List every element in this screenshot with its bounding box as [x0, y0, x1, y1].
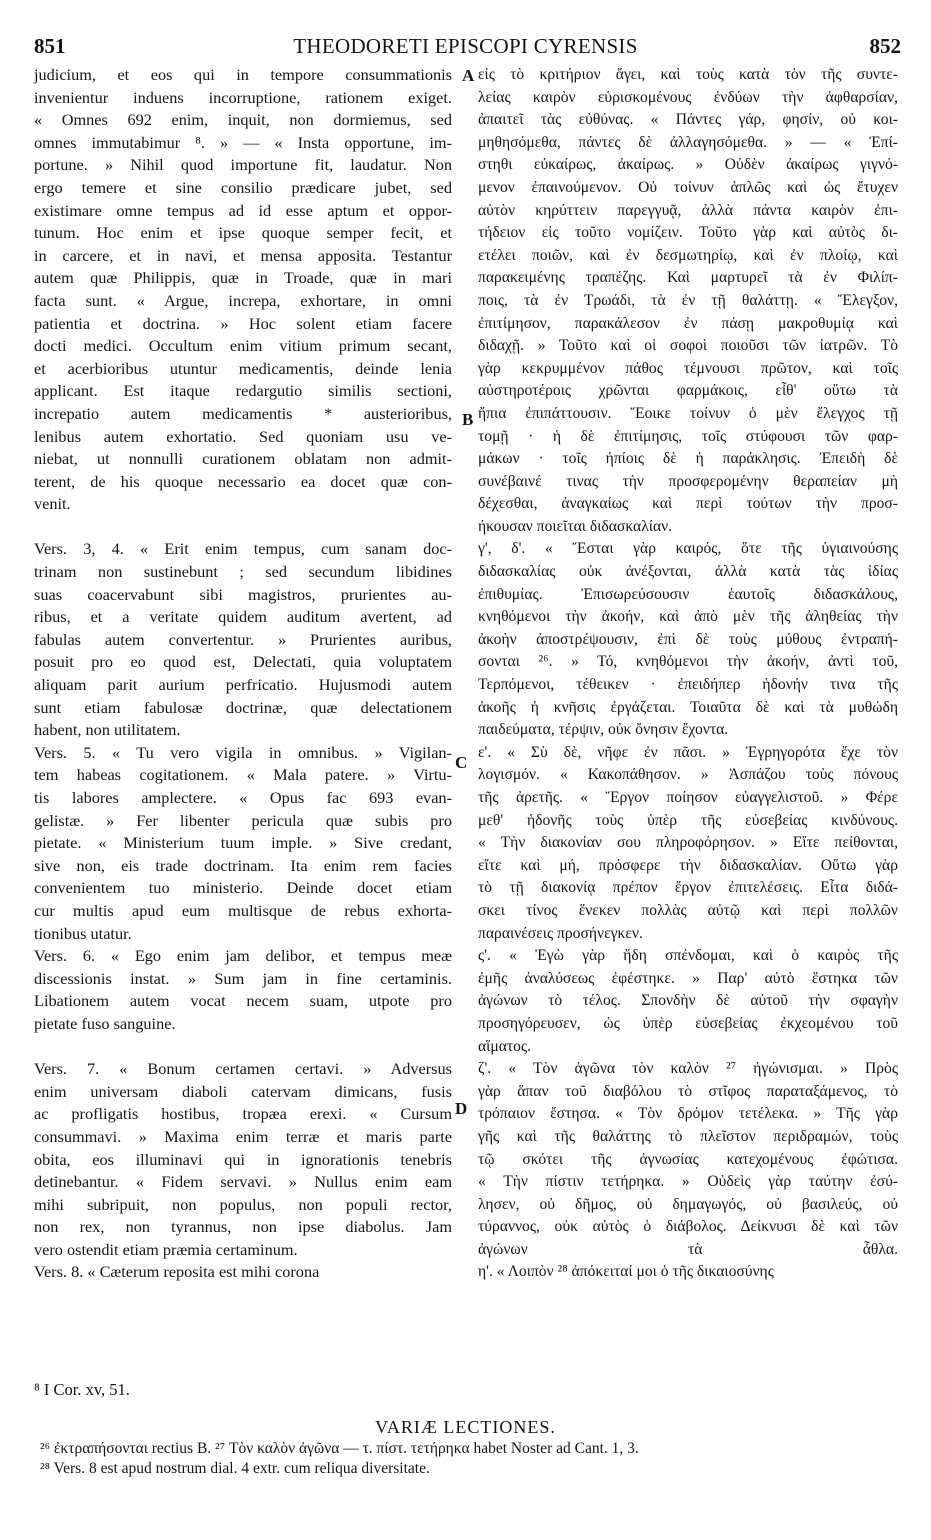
footnote: ⁸ I Cor. xv, 51.	[34, 1380, 130, 1399]
latin-text-line: Vers. 3, 4. « Erit enim tempus, cum sanam doc-	[34, 539, 452, 559]
greek-text-line: εἴτε καὶ μή, πρόσφερε τὴν διδασκαλίαν. Οὕτω γὰρ	[478, 856, 898, 874]
latin-text-line: tionibus utatur.	[34, 923, 132, 943]
latin-text-line: judicium, et eos qui in tempore consummationis	[34, 65, 452, 84]
greek-text-line: μενον ἐπαινούμενον. Οὐ τοίνυν ἁπλῶς καὶ ὡς ἔτυχεν	[478, 178, 898, 196]
latin-text-line: increpatio autem medicamentis * austerioribus,	[34, 403, 452, 423]
latin-text-line: Libationem autem vocat necem suam, utpote pro	[34, 991, 452, 1011]
greek-text-line: μάκων · τοῖς ἠπίοις δὲ ἡ παράκλησις. Ἐπειδὴ δὲ	[478, 450, 898, 468]
greek-text-line: τῆς ἀρετῆς. « Ἔργον ποίησον εὐαγγελιστοῦ. » Φέρε	[478, 789, 898, 806]
latin-text-line: docti medici. Occultum enim vitium primum secant,	[34, 336, 452, 356]
latin-text-line: lenibus autem exhortatio. Sed quoniam usu ve-	[34, 426, 452, 446]
latin-text-line: enim universam diaboli catervam dimicans, fusis	[34, 1081, 452, 1101]
greek-text-line: γῆς καὶ τῆς θαλάττης τὸ πλεῖστον περιδραμών, τοὺς	[478, 1127, 898, 1145]
latin-text-line: existimare omne tempus ad id esse aptum et oppor-	[34, 200, 452, 220]
page-number-left: 851	[34, 34, 66, 58]
greek-text-line: ε'. « Σὺ δὲ, νῆφε ἐν πᾶσι. » Ἐγρηγορότα ἔχε τὸν	[478, 743, 898, 761]
latin-text-line: terent, de his quoque necessario ea docet quæ con-	[34, 471, 452, 491]
latin-text-line: consummavi. » Maxima enim terræ et maris parte	[34, 1126, 452, 1146]
running-title: THEODORETI EPISCOPI CYRENSIS	[293, 34, 638, 58]
greek-text-line: αὐστηροτέροις χρῶνται φαρμάκοις, εἶθ' οὕτω τὰ	[478, 382, 898, 400]
greek-text-line: μεθ' ἡδονῆς τοὺς ὑπὲρ τῆς εὐσεβείας κινδύνους.	[478, 811, 898, 829]
greek-text-line: σονται ²⁶. » Τό, κνηθόμενοι τὴν ἀκοήν, ἀντὶ τοῦ,	[478, 653, 898, 671]
latin-text-line: venit.	[34, 494, 71, 514]
greek-text-line: ἤπια ἐπιπάττουσιν. Ἔοικε τοίνυν ὁ μὲν ἔλεγχος τῇ	[478, 404, 898, 422]
latin-text-line: aliquam parit aurium perfricatio. Hujusmodi autem	[34, 675, 452, 695]
margin-marker-c: C	[455, 753, 468, 772]
latin-text-line: Vers. 5. « Tu vero vigila in omnibus. » Vigilan-	[34, 742, 452, 762]
greek-text-line: ἐμῆς ἀναλύσεως ἐφέστηκε. » Παρ' αὐτὸ ἕστηκα τῶν	[478, 969, 898, 987]
blank-line	[34, 516, 452, 539]
latin-text-line: cur multis apud eum multisque de rebus exhorta-	[34, 900, 452, 920]
latin-text-line: sive non, eis trade doctrinam. Ita enim rem facies	[34, 855, 452, 875]
running-header	[0, 34, 931, 64]
latin-text-line: in carcere, et in navi, et mensa apposita. Testantur	[34, 245, 452, 265]
latin-text-line: posuit pro eo quod est, Delectati, quia voluptatem	[34, 652, 452, 672]
latin-text-line: niebat, ut nonnulli curationem oblatam non admit-	[34, 449, 452, 469]
latin-text-line: tem habeas cogitationem. « Mala patere. » Virtu-	[34, 765, 452, 785]
greek-text-line: δέχεσθαι, ἀναγκαίως καὶ περὶ τούτων τὴν προσ-	[478, 495, 898, 513]
greek-text-line: ἐπιτίμησον, παρακάλεσον ἐν πάσῃ μακροθυμίᾳ καὶ	[478, 314, 898, 332]
greek-text-line: τομῇ · ἡ δὲ ἐπιτίμησις, τοῖς στύφουσι τῶν φαρ-	[478, 427, 898, 445]
greek-text-line: ἀκοὴν ἀποστρέψουσιν, ἐπὶ δὲ τοὺς μύθους ἐντραπή-	[478, 630, 898, 648]
greek-text-line: σκει τίνος ἕνεκεν πολλὰς αὐτῷ καὶ περὶ πολλῶν	[478, 901, 898, 919]
blank-line	[34, 1036, 452, 1059]
greek-text-line: εἰς τὸ κριτήριον ἄγει, καὶ τοὺς κατὰ τὸν τῆς συντε-	[478, 66, 898, 83]
greek-text-line: τύραννος, οὐκ αὐτὸς ὁ διάβολος. Δείκνυσι δὲ καὶ τῶν	[478, 1218, 898, 1236]
latin-text-line: convenientem tuo ministerio. Deinde docet etiam	[34, 878, 452, 898]
latin-text-line: discessionis instat. » Sum jam in fine certaminis.	[34, 968, 452, 988]
greek-text-line: κνηθόμενοι τὴν ἀκοήν, καὶ ἀπὸ μὲν τῆς ἀληθείας τὴν	[478, 608, 898, 626]
latin-text-line: autem quæ Philippis, quæ in Troade, quæ in mari	[34, 268, 452, 288]
margin-marker-b: B	[462, 410, 474, 429]
latin-text-line: invenientur induens incorruptione, rationem exiget.	[34, 87, 452, 107]
greek-text-line: ἀγώνων τὸ τέλος. Σπονδὴν δὲ αὐτοῦ τὴν σφαγὴν	[478, 992, 898, 1010]
greek-text-line: γὰρ ἅπαν τοῦ διαβόλου τὸ στῖφος παραταξάμενος, τὸ	[478, 1082, 898, 1100]
greek-text-line: μηθησόμεθα, πάντες δὲ ἀλλαγησόμεθα. » — « Ἐπί-	[478, 133, 898, 151]
greek-text-line: παραινέσεις προσήνεγκεν.	[478, 924, 643, 942]
latin-text-line: vero ostendit etiam præmia certaminum.	[34, 1239, 298, 1259]
greek-text-line: ἀγώνων τὰ ἆθλα.	[478, 1240, 898, 1258]
greek-text-line: λείας καιρὸν εὑρισκομένους ἐνδύων τὴν ἀφθαρσίαν,	[478, 88, 898, 106]
greek-text-line: συνέβαινέ τινας τὴν προσφερομένην θεραπείαν μὴ	[478, 472, 898, 490]
greek-text-line: ήκουσαν ποιεῖται διδασκαλίαν.	[478, 517, 673, 535]
latin-text-line: suas coacervabunt sibi magistros, prurientes au-	[34, 584, 452, 604]
greek-text-line: ζ'. « Τὸν ἀγῶνα τὸν καλὸν ²⁷ ἠγώνισμαι. » Πρὸς	[478, 1060, 898, 1078]
latin-text-line: portune. » Nihil quod importune fit, laudatur. Non	[34, 155, 452, 175]
greek-text-line: γὰρ κεκρυμμένον πάθος τέμνουσι πρῶτον, καὶ τοῖς	[478, 359, 898, 377]
greek-text-line: τρόπαιον ἔστησα. « Τὸν δρόμον τετέλεκα. » Τῆς γὰρ	[478, 1105, 898, 1123]
greek-text-line: λησεν, οὐ δῆμος, οὐ δημαγωγός, οὐ βασιλεύς, οὐ	[478, 1195, 898, 1213]
greek-text-line: Τερπόμενοι, τέθεικεν · ἐπειδήπερ ἡδονήν τινα τῆς	[478, 676, 898, 694]
latin-text-line: trinam non sustinebunt ; sed secundum libidines	[34, 562, 452, 582]
greek-text-line: τῷ σκότει τῆς ἀγνωσίας κατεχομένους ἐφώτισα.	[478, 1150, 898, 1168]
greek-text-line: ποις, τὰ ἐν Τρωάδι, τὰ ἐν τῇ θαλάττῃ. « Ἔλεγξον,	[478, 291, 898, 309]
latin-text-line: tunum. Hoc enim et ipse quoque semper fecit, et	[34, 223, 452, 243]
greek-column	[478, 64, 898, 1284]
greek-text-line: λογισμόν. « Κακοπάθησον. » Ἀσπάζου τοὺς πόνους	[478, 766, 898, 784]
greek-text-line: προσηγόρευσεν, ὡς ὑπὲρ εὐσεβείας ἐκχεομένου τοῦ	[478, 1014, 898, 1032]
variae-line-1: ²⁶ ἐκτραπήσονται rectius B. ²⁷ Τὸν καλὸν ἀγῶνα — τ. πίστ. τετήρηκα habet Noster ad Cant. 1, 3.	[40, 1440, 639, 1457]
margin-marker-d: D	[455, 1099, 468, 1118]
latin-text-line: ribus, et a veritate quidem auditum avertent, ad	[34, 607, 452, 627]
variae-line-2: ²⁸ Vers. 8 est apud nostrum dial. 4 extr. cum reliqua diversitate.	[40, 1460, 430, 1477]
latin-text-line: habent, non utilitatem.	[34, 720, 181, 740]
latin-text-line: sunt etiam fabulosæ doctrinæ, quæ delectationem	[34, 697, 452, 717]
latin-text-line: et acerbioribus utuntur medicamentis, deinde lenia	[34, 358, 452, 378]
greek-text-line: ετέλει ποιῶν, καὶ ἐν δεσμωτηρίῳ, καὶ ἐν πλοίῳ, καὶ	[478, 246, 898, 264]
greek-text-line: παιδεύματα, τέρψιν, οὐκ ὄνησιν ἔχοντα.	[478, 721, 729, 739]
greek-text-line: παρακειμένης τραπέζης. Καὶ μαρτυρεῖ τὰ ἐν Φιλίπ-	[478, 269, 898, 287]
greek-text-line: ἀκοῆς ἡ κνῆσις ἐργάζεται. Τοιαῦτα δὲ καὶ τὰ μυθώδη	[478, 698, 898, 716]
latin-text-line: ergo temere et sine consilio prædicare jubet, sed	[34, 177, 452, 197]
greek-text-line: γ', δ'. « Ἔσται γὰρ καιρός, ὅτε τῆς ὑγιαινούσης	[478, 540, 898, 558]
page-number-right: 852	[869, 34, 901, 58]
latin-text-line: tis labores amplectere. « Opus fac 693 evan-	[34, 788, 452, 807]
latin-text-line: fabulas autem convertentur. » Prurientes auribus,	[34, 629, 452, 649]
latin-text-line: patientia et doctrina. » Hoc solent etiam facere	[34, 313, 452, 333]
latin-text-line: facta sunt. « Argue, increpa, exhortare, in omni	[34, 290, 452, 310]
latin-text-line: ac profligatis hostibus, tropæa erexi. « Cursum	[34, 1104, 452, 1124]
greek-text-line: ἀπαιτεῖ τὰς εὐθύνας. « Πάντες γάρ, φησίν, οὐ κοι-	[478, 111, 898, 129]
greek-text-line: στηθι εὐκαίρως, ἀκαίρως. » Οὐδὲν ἀκαίρως γιγνό-	[478, 156, 898, 174]
greek-text-line: « Τὴν διακονίαν σου πληροφόρησον. » Εἴτε πείθονται,	[478, 834, 898, 852]
latin-text-line: Vers. 6. « Ego enim jam delibor, et tempus meæ	[34, 946, 452, 966]
greek-text-line: ἐπιθυμίας. Ἐπισωρεύσουσιν ἑαυτοῖς διδασκάλους,	[478, 585, 898, 603]
margin-marker-a: A	[462, 66, 475, 85]
latin-text-line: pietate fuso sanguine.	[34, 1013, 176, 1033]
latin-text-line: pietate. « Ministerium tuum imple. » Sive credant,	[34, 833, 452, 853]
greek-text-line: τὸ τῇ διακονίᾳ πρέπον ἔργον ἐπιτελέσεις. Εἶτα διδά-	[478, 879, 898, 897]
greek-text-line: η'. « Λοιπὸν ²⁸ ἀπόκειταί μοι ὁ τῆς δικαιοσύνης	[478, 1263, 774, 1281]
latin-text-line: detinebantur. « Fidem servavi. » Nullus enim eam	[34, 1172, 452, 1192]
latin-text-line: non rex, non tyrannus, non ipse diabolus. Jam	[34, 1217, 452, 1237]
latin-text-line: « Omnes 692 enim, inquit, non dormiemus, sed	[34, 110, 452, 130]
greek-text-line: διδαχῇ. » Τοῦτο καὶ οἱ σοφοὶ ποιοῦσι τῶν ἰατρῶν. Τὸ	[478, 337, 898, 355]
greek-text-line: διδασκαλίας οὐκ ἀνέξονται, ἀλλὰ κατὰ τὰς ἰδίας	[478, 563, 898, 581]
latin-text-line: mihi subripuit, non populus, non populi rector,	[34, 1194, 452, 1214]
greek-text-line: ς'. « Ἐγὼ γὰρ ἤδη σπένδομαι, καὶ ὁ καιρὸς τῆς	[478, 947, 898, 965]
latin-column	[34, 64, 452, 1284]
latin-text-line: gelistæ. » Fer libenter pericula quæ subis pro	[34, 810, 452, 830]
greek-text-line: αἵματος.	[478, 1037, 532, 1055]
variae-lectiones-title: VARIÆ LECTIONES.	[375, 1417, 556, 1437]
latin-text-line: obita, eos illuminavi qui in ignorationis tenebris	[34, 1149, 452, 1169]
latin-text-line: applicant. Est itaque redargutio similis sectioni,	[34, 381, 452, 401]
greek-text-line: αὐτὸν κηρύττειν παρεγγυᾷ, ἀλλὰ πάντα καιρὸν ἐπι-	[478, 201, 898, 219]
latin-text-line: omnes immutabimur ⁸. » — « Insta opportune, im-	[34, 132, 452, 152]
greek-text-line: « Τὴν πίστιν τετήρηκα. » Οὐδεὶς γὰρ ταύτην ἐσύ-	[478, 1173, 898, 1191]
greek-text-line: τήδειον εἰς τοῦτο νομίζειν. Τοῦτο γὰρ καὶ αὐτὸς δι-	[478, 224, 898, 242]
latin-text-line: Vers. 8. « Cæterum reposita est mihi corona	[34, 1262, 320, 1282]
latin-text-line: Vers. 7. « Bonum certamen certavi. » Adversus	[34, 1059, 452, 1079]
